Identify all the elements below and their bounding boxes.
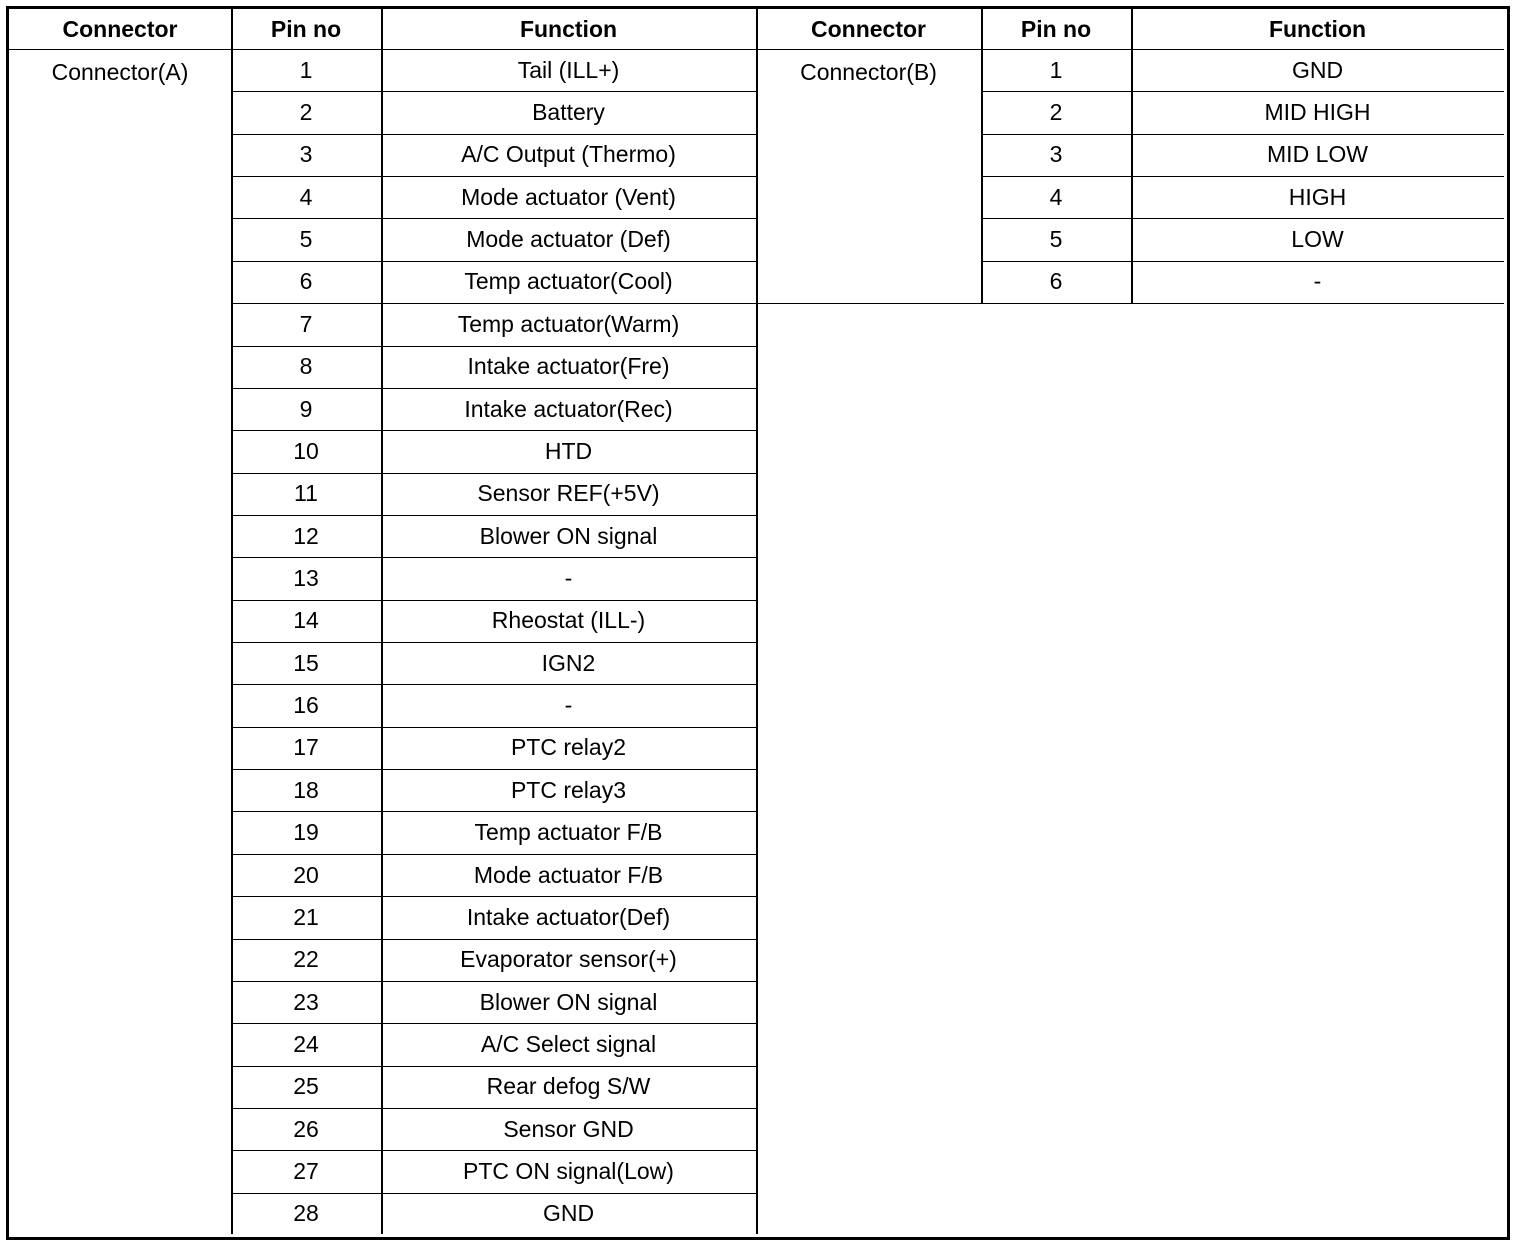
pin-function: - [564,564,573,591]
pin-number: 8 [299,353,313,380]
pin-number: 14 [293,607,319,634]
pin-number: 17 [293,734,319,761]
pin-function: IGN2 [541,649,596,676]
header-function-a: Function [519,15,618,42]
row-divider [231,303,756,304]
pin-number: 12 [293,522,319,549]
pin-number: 3 [1049,141,1063,168]
column-divider [756,9,758,1234]
header-pin-no-b: Pin no [1020,15,1092,42]
pin-function: Sensor GND [503,1115,634,1142]
pin-function: Intake actuator(Rec) [464,395,673,422]
pin-function: Intake actuator(Def) [466,903,671,930]
pin-number: 5 [1049,226,1063,253]
row-divider [231,388,756,389]
row-divider [231,473,756,474]
pin-function: - [564,692,573,719]
pin-number: 23 [293,988,319,1015]
column-divider [381,9,383,1234]
pin-function: HTD [544,437,593,464]
pin-number: 27 [293,1158,319,1185]
pin-number: 7 [299,310,313,337]
column-divider [1131,9,1133,303]
pin-number: 1 [299,56,313,83]
pin-function: Blower ON signal [479,522,658,549]
row-divider [756,303,1504,304]
pin-function: Rheostat (ILL-) [491,607,646,634]
pin-number: 2 [299,99,313,126]
pin-number: 6 [299,268,313,295]
pin-number: 13 [293,564,319,591]
pin-number: 2 [1049,99,1063,126]
pin-number: 9 [299,395,313,422]
pin-function: Intake actuator(Fre) [467,353,670,380]
row-divider [231,1150,756,1151]
row-divider [231,684,756,685]
pin-function: PTC relay3 [510,776,627,803]
pin-function: Temp actuator(Warm) [457,310,680,337]
pin-function: Mode actuator F/B [473,861,664,888]
pin-function: Temp actuator(Cool) [464,268,673,295]
pin-number: 1 [1049,56,1063,83]
header-function-b: Function [1268,15,1367,42]
pin-number: 28 [293,1200,319,1227]
row-divider [231,1023,756,1024]
pin-number: 11 [294,480,318,507]
pin-function: Rear defog S/W [486,1073,651,1100]
row-divider [231,727,756,728]
header-pin-no-a: Pin no [270,15,342,42]
row-divider [981,91,1504,92]
pin-function: PTC relay2 [510,734,627,761]
pin-number: 5 [299,226,313,253]
pin-number: 18 [293,776,319,803]
pin-function: PTC ON signal(Low) [463,1158,674,1185]
pin-function: Battery [532,99,605,126]
pin-number: 21 [293,903,319,930]
pin-function: GND [542,1200,595,1227]
pin-function: Mode actuator (Vent) [461,183,676,210]
pin-number: 19 [293,819,319,846]
column-divider [231,9,233,1234]
row-divider [231,1066,756,1067]
pin-number: 3 [299,141,313,168]
row-divider [231,1193,756,1194]
pin-function: Evaporator sensor(+) [460,946,677,973]
row-divider [231,811,756,812]
pin-number: 4 [299,183,313,210]
pin-function: Temp actuator F/B [474,819,663,846]
pin-function: HIGH [1288,183,1347,210]
pin-number: 20 [293,861,319,888]
row-divider [981,134,1504,135]
header-connector-a: Connector [62,15,178,42]
row-divider [231,981,756,982]
pin-number: 15 [293,649,319,676]
connector-b-label: Connector(B) [800,59,937,85]
row-divider [231,896,756,897]
row-divider [231,769,756,770]
pin-function: A/C Select signal [480,1030,657,1057]
pin-function: Mode actuator (Def) [466,226,671,253]
row-divider [231,346,756,347]
pin-function: GND [1291,56,1344,83]
pin-number: 10 [293,437,319,464]
row-divider [231,218,756,219]
pin-number: 16 [293,692,319,719]
row-divider [981,218,1504,219]
row-divider [231,557,756,558]
pin-number: 4 [1049,183,1063,210]
row-divider [981,261,1504,262]
header-connector-b: Connector [811,15,926,42]
row-divider [231,600,756,601]
row-divider [231,939,756,940]
row-divider [231,134,756,135]
row-divider [231,1108,756,1109]
column-divider [981,9,983,303]
row-divider [231,261,756,262]
pin-number: 6 [1049,268,1063,295]
pin-function: MID HIGH [1264,99,1371,126]
pin-number: 25 [293,1073,319,1100]
row-divider [231,515,756,516]
row-divider [231,91,756,92]
pin-number: 22 [293,946,319,973]
pin-function: Tail (ILL+) [517,56,620,83]
row-divider [981,176,1504,177]
connector-a-label: Connector(A) [51,59,189,85]
pin-function: LOW [1291,226,1344,253]
pin-number: 26 [293,1115,319,1142]
pin-function: MID LOW [1267,141,1368,168]
pin-number: 24 [293,1030,319,1057]
pin-function: Sensor REF(+5V) [477,480,660,507]
pin-function: A/C Output (Thermo) [461,141,676,168]
pin-function: - [1313,268,1322,295]
pin-function: Blower ON signal [479,988,658,1015]
row-divider [231,854,756,855]
row-divider [231,642,756,643]
row-divider [231,176,756,177]
row-divider [231,430,756,431]
